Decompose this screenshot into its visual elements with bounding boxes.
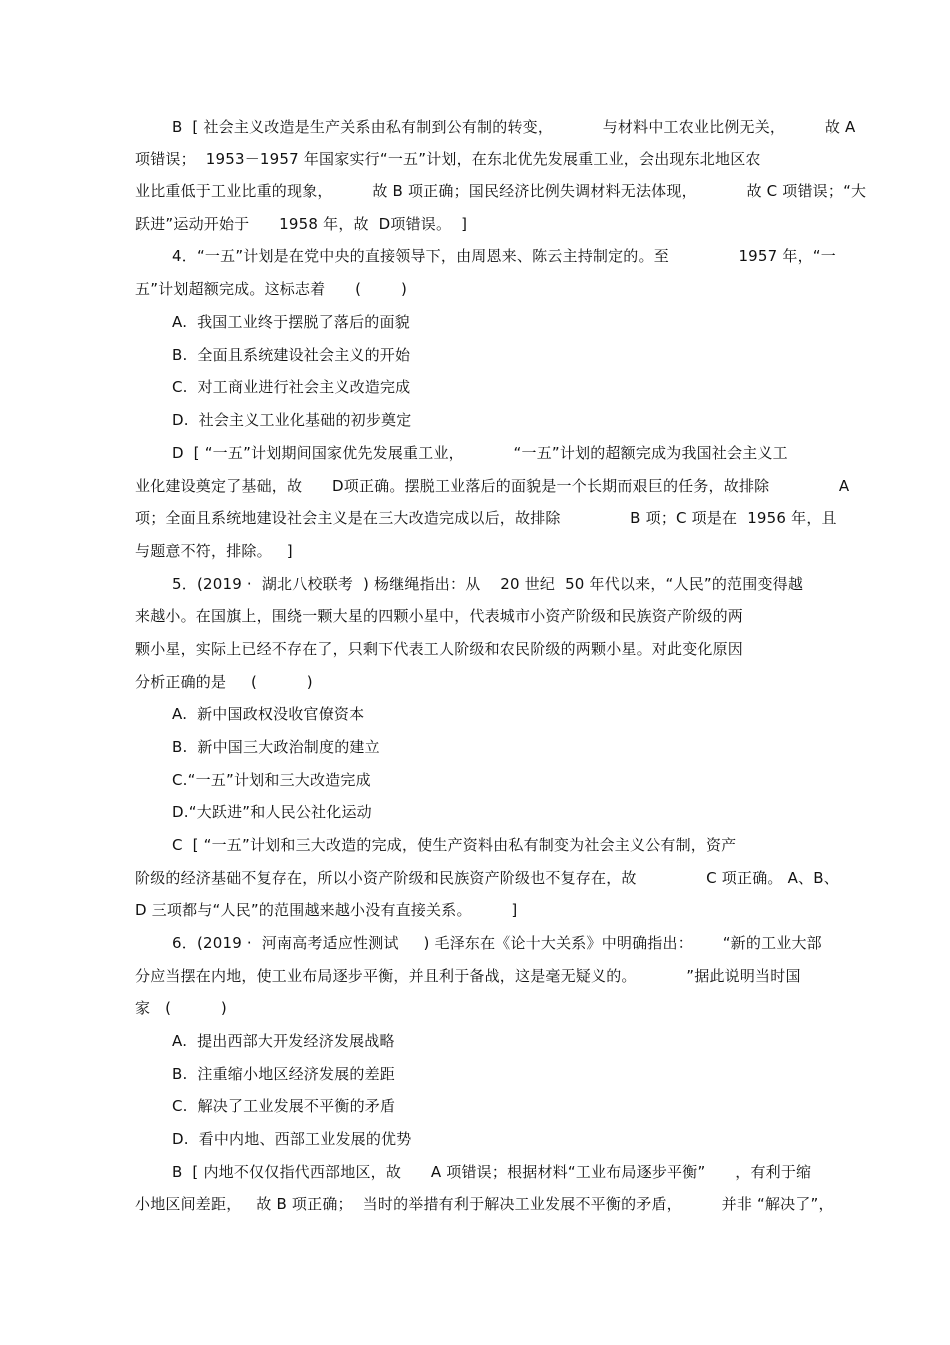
question-stem: 4．“一五”计划是在党中央的直接领导下，由周恩来、陈云主持制定的。至 1957 年，“一 xyxy=(172,247,836,265)
option-b: B. 新中国三大政治制度的建立 xyxy=(172,738,380,756)
option-a: A. 新中国政权没收官僚资本 xyxy=(172,705,365,723)
option-d: D.“大跃进”和人民公社化运动 xyxy=(172,803,372,821)
answer-explanation: D [ “一五”计划期间国家优先发展重工业， “一五”计划的超额完成为我国社会主义工 xyxy=(172,444,788,462)
text-line: B [ 社会主义改造是生产关系由私有制到公有制的转变， 与材料中工农业比例无关， 故 A xyxy=(172,118,856,136)
question-stem: 五”计划超额完成。这标志着 ( ) xyxy=(135,280,408,298)
answer-explanation: 与题意不符，排除。 ] xyxy=(135,542,293,560)
question-stem: 家 ( ) xyxy=(135,999,227,1017)
question-stem: 6．(2019 · 河南高考适应性测试 ) 毛泽东在《论十大关系》中明确指出： “新的工业大部 xyxy=(172,934,822,952)
answer-explanation: D 三项都与“人民”的范围越来越小没有直接关系。 ] xyxy=(135,901,518,919)
answer-explanation: B [ 内地不仅仅指代西部地区，故 A 项错误；根据材料“工业布局逐步平衡” ，有利于缩 xyxy=(172,1163,812,1181)
answer-explanation: 项；全面且系统地建设社会主义是在三大改造完成以后，故排除 B 项；C 项是在 1956 年，且 xyxy=(135,509,837,527)
answer-explanation: 业化建设奠定了基础，故 D项正确。摆脱工业落后的面貌是一个长期而艰巨的任务，故排除 A xyxy=(135,477,850,495)
option-a: A. 我国工业终于摆脱了落后的面貌 xyxy=(172,313,410,331)
option-c: C. 解决了工业发展不平衡的矛盾 xyxy=(172,1097,396,1115)
question-stem: 分应当摆在内地，使工业布局逐步平衡，并且利于备战，这是毫无疑义的。 ”据此说明当时国 xyxy=(135,967,801,985)
option-c: C. 对工商业进行社会主义改造完成 xyxy=(172,378,411,396)
answer-explanation: 小地区间差距， 故 B 项正确； 当时的举措有利于解决工业发展不平衡的矛盾， 并非 “解决了”， xyxy=(135,1195,834,1213)
option-b: B. 全面且系统建设社会主义的开始 xyxy=(172,346,411,364)
option-b: B. 注重缩小地区经济发展的差距 xyxy=(172,1065,395,1083)
text-line: 项错误； 1953－1957 年国家实行“一五”计划，在东北优先发展重工业，会出现东北地区农 xyxy=(135,150,761,168)
question-stem: 5．(2019 · 湖北八校联考 ) 杨继绳指出：从 20 世纪 50 年代以来，“人民”的范围变得越 xyxy=(172,575,804,593)
answer-explanation: 阶级的经济基础不复存在，所以小资产阶级和民族资产阶级也不复存在，故 C 项正确。 A、B、 xyxy=(135,869,839,887)
question-stem: 分析正确的是 ( ) xyxy=(135,673,313,691)
text-line: 业比重低于工业比重的现象， 故 B 项正确；国民经济比例失调材料无法体现， 故 C 项错误；“大 xyxy=(135,182,867,200)
option-d: D. 看中内地、西部工业发展的优势 xyxy=(172,1130,412,1148)
question-stem: 颗小星，实际上已经不存在了，只剩下代表工人阶级和农民阶级的两颗小星。对此变化原因 xyxy=(135,640,744,658)
option-d: D. 社会主义工业化基础的初步奠定 xyxy=(172,411,412,429)
text-line: 跃进”运动开始于 1958 年，故 D项错误。 ] xyxy=(135,215,468,233)
answer-explanation: C [ “一五”计划和三大改造的完成，使生产资料由私有制变为社会主义公有制，资产 xyxy=(172,836,737,854)
question-stem: 来越小。在国旗上，围绕一颗大星的四颗小星中，代表城市小资产阶级和民族资产阶级的两 xyxy=(135,607,744,625)
option-c: C.“一五”计划和三大改造完成 xyxy=(172,771,371,789)
option-a: A. 提出西部大开发经济发展战略 xyxy=(172,1032,395,1050)
